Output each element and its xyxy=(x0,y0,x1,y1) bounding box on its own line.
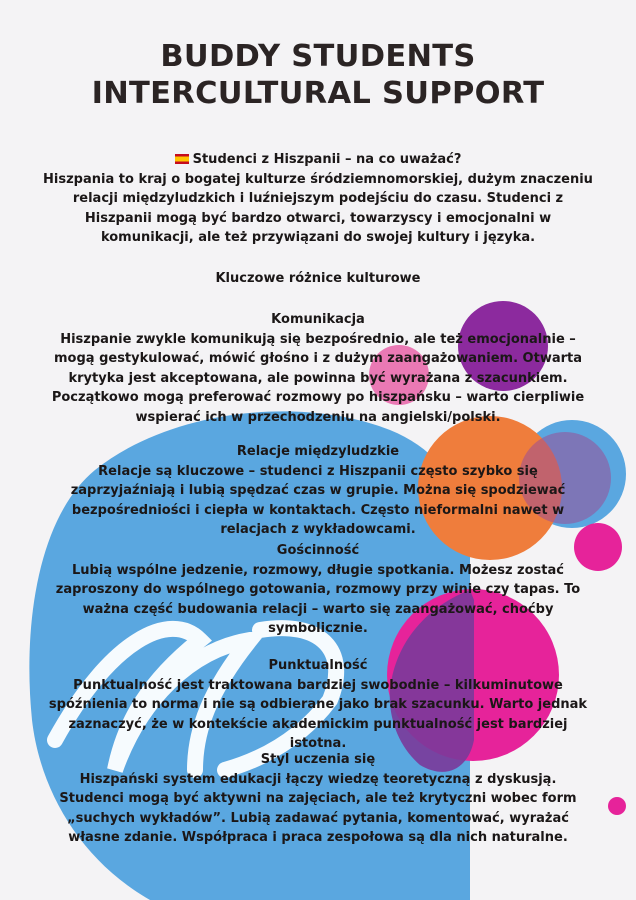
section-learning-style xyxy=(48,750,588,848)
intro-text: Hiszpania to kraj o bogatej kulturze śródziemnomorskiej, dużym znaczeniu relacji międzyludzkich i luźniejszym podejściu do czasu. Studenci z Hiszpanii mogą być bardzo otwarci, towarzyscy i emocjonalni w komunikacji, ale też przywiązani do swojej kultury i języka. xyxy=(43,171,593,245)
section-text: Lubią wspólne jedzenie, rozmowy, długie spotkania. Możesz zostać zaproszony do wspólnego gotowania, rozmowy przy winie czy tapas. To ważna część budowania relacji – warto się zaangażować, choćby symbolicznie. xyxy=(55,562,581,636)
page-title xyxy=(0,38,636,112)
intro-heading-row xyxy=(40,150,596,170)
subheading: Kluczowe różnice kulturowe xyxy=(215,271,421,286)
title-line-1: BUDDY STUDENTS xyxy=(160,39,476,74)
section-punctuality xyxy=(48,656,588,754)
section-heading: Relacje międzyludzkie xyxy=(236,444,400,459)
section-heading: Styl uczenia się xyxy=(260,752,376,767)
section-text: Hiszpanie zwykle komunikują się bezpośrednio, ale też emocjonalnie – mogą gestykulować, mówić głośno i z dużym zaangażowaniem. Otwarta krytyka jest akceptowana, ale powinna być wyrażana z szacunkiem. Początkowo mogą preferować rozmowy po hiszpańsku – warto cierpliwie wspierać ich w przechodzeniu na angielski/polski. xyxy=(51,331,585,425)
section-text: Hiszpański system edukacji łączy wiedzę teoretyczną z dyskusją. Studenci mogą być aktywni na zajęciach, ale też krytyczni wobec form „suchych wykładów”. Lubią zadawać pytania, komentować, wyrażać własne zdanie. Współpraca i praca zespołowa są dla nich naturalne. xyxy=(59,771,577,845)
intro-block xyxy=(40,150,596,248)
section-relations xyxy=(48,442,588,540)
section-heading: Gościnność xyxy=(276,543,360,558)
section-heading: Punktualność xyxy=(268,658,368,673)
section-text: Punktualność jest traktowana bardziej swobodnie – kilkuminutowe spóźnienia to norma i nie są odbierane jako brak szacunku. Warto jednak zaznaczyć, że w kontekście akademickim punktualność jest bardziej istotna. xyxy=(48,677,588,751)
title-line-2: INTERCULTURAL SUPPORT xyxy=(91,76,545,111)
section-hospitality xyxy=(48,541,588,639)
section-heading: Komunikacja xyxy=(271,312,365,327)
section-text: Relacje są kluczowe – studenci z Hiszpanii często szybko się zaprzyjaźniają i lubią spędzać czas w grupie. Można się spodziewać bezpośredniości i ciepła w kontaktach. Często nieformalni nawet w relacjach z wykładowcami. xyxy=(70,463,566,537)
intro-heading: Studenci z Hiszpanii – na co uważać? xyxy=(192,152,462,167)
pink-tiny-dot xyxy=(608,797,626,815)
section-communication xyxy=(48,310,588,427)
spain-flag-icon xyxy=(175,154,189,164)
